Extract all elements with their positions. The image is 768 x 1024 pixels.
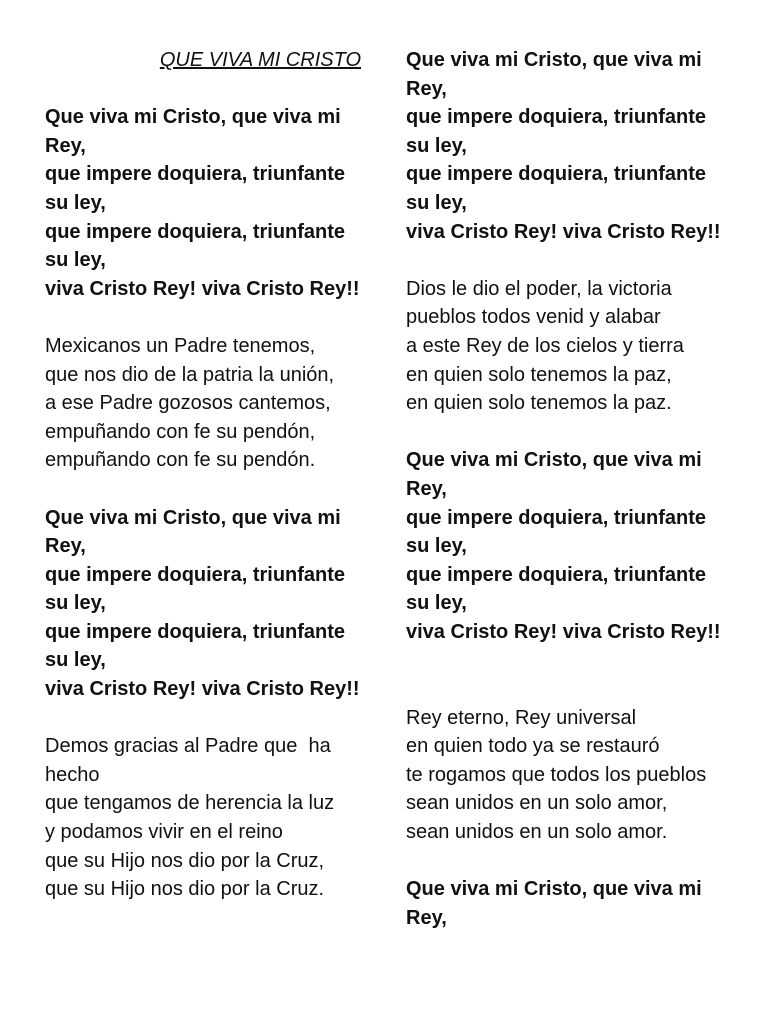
lyric-line: su ley, <box>406 191 467 214</box>
right-chorus-1 <box>406 46 746 246</box>
lyric-line: Rey, <box>45 134 86 157</box>
lyric-line: su ley, <box>45 649 106 672</box>
lyric-line: sean unidos en un solo amor. <box>406 821 668 844</box>
lyric-line: sean unidos en un solo amor, <box>406 792 668 815</box>
lyric-line: que impere doquiera, triunfante <box>45 563 346 586</box>
left-chorus-1 <box>45 103 375 303</box>
right-verse-1 <box>406 275 746 418</box>
lyric-line: a ese Padre gozosos cantemos, <box>45 392 331 415</box>
lyric-line: viva Cristo Rey! viva Cristo Rey!! <box>406 620 721 643</box>
lyric-line: Que viva mi Cristo, que viva mi <box>45 106 341 129</box>
lyric-line: su ley, <box>45 592 106 615</box>
lyric-line: su ley, <box>406 592 467 615</box>
lyric-line: Rey eterno, Rey universal <box>406 706 637 729</box>
lyric-line: su ley, <box>45 249 106 272</box>
lyric-line: que nos dio de la patria la unión, <box>45 363 335 386</box>
lyric-line: empuñando con fe su pendón. <box>45 449 316 472</box>
left-verse-1 <box>45 332 375 475</box>
right-chorus-3 <box>406 875 746 932</box>
lyric-line: que impere doquiera, triunfante <box>406 163 707 186</box>
lyric-line: en quien solo tenemos la paz. <box>406 392 672 415</box>
lyric-line: Demos gracias al Padre que ha <box>45 735 331 758</box>
lyric-line: te rogamos que todos los pueblos <box>406 763 707 786</box>
right-verse-2 <box>406 704 746 847</box>
lyric-line: pueblos todos venid y alabar <box>406 306 661 329</box>
lyric-line: que tengamos de herencia la luz <box>45 792 335 815</box>
lyric-line: que impere doquiera, triunfante <box>406 506 707 529</box>
lyric-line: que impere doquiera, triunfante <box>45 220 346 243</box>
lyric-line: que impere doquiera, triunfante <box>45 163 346 186</box>
right-chorus-2 <box>406 446 746 646</box>
page-title: QUE VIVA MI CRISTO <box>159 49 361 71</box>
lyric-line: su ley, <box>45 191 106 214</box>
lyric-line: Rey, <box>45 535 86 558</box>
lyric-line: Que viva mi Cristo, que viva mi <box>406 49 702 71</box>
left-chorus-2 <box>45 504 375 704</box>
lyric-line: hecho <box>45 763 100 786</box>
lyric-line: viva Cristo Rey! viva Cristo Rey!! <box>45 277 360 300</box>
lyric-line: Que viva mi Cristo, que viva mi <box>406 878 702 901</box>
lyric-line: Rey, <box>406 906 447 929</box>
lyric-line: Dios le dio el poder, la victoria <box>406 277 672 300</box>
left-verse-2 <box>45 732 375 904</box>
lyric-line: y podamos vivir en el reino <box>45 821 283 844</box>
lyric-line: viva Cristo Rey! viva Cristo Rey!! <box>45 678 360 701</box>
lyric-line: Mexicanos un Padre tenemos, <box>45 334 316 357</box>
left-column <box>45 46 375 932</box>
lyric-line: Que viva mi Cristo, que viva mi <box>406 449 702 472</box>
lyric-line: Que viva mi Cristo, que viva mi <box>45 506 341 529</box>
lyric-line: a este Rey de los cielos y tierra <box>406 334 684 357</box>
lyric-line: Rey, <box>406 77 447 100</box>
lyric-line: que impere doquiera, triunfante <box>45 620 346 643</box>
right-column <box>406 46 746 961</box>
lyric-line: Rey, <box>406 477 447 500</box>
lyric-line: su ley, <box>406 134 467 157</box>
lyric-line: en quien todo ya se restauró <box>406 735 660 758</box>
lyric-line: empuñando con fe su pendón, <box>45 420 316 443</box>
lyric-line: que impere doquiera, triunfante <box>406 563 707 586</box>
lyric-line: que su Hijo nos dio por la Cruz, <box>45 849 325 872</box>
lyric-line: viva Cristo Rey! viva Cristo Rey!! <box>406 220 721 243</box>
lyric-line: su ley, <box>406 535 467 558</box>
lyric-line: que su Hijo nos dio por la Cruz. <box>45 878 325 901</box>
lyric-line: en quien solo tenemos la paz, <box>406 363 672 386</box>
lyric-line: que impere doquiera, triunfante <box>406 106 707 129</box>
